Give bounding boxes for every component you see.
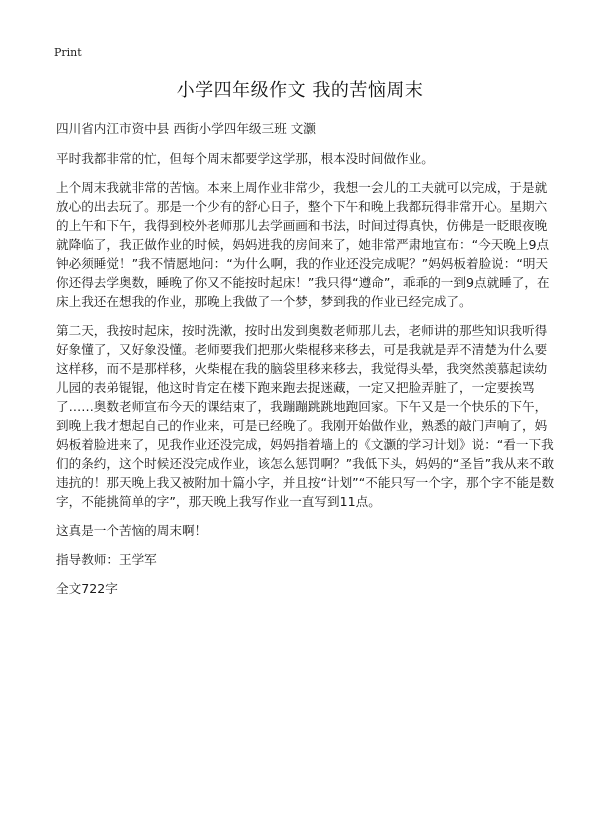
- print-link[interactable]: Print: [54, 46, 82, 59]
- article-byline: 四川省内江市资中县 西街小学四年级三班 文灏: [56, 121, 316, 136]
- paragraph-saturday: 上个周末我就非常的苦恼。本来上周作业非常少，我想一会儿的工夫就可以完成，于是就放心的出去玩了。那是一个少有的舒心日子，整个下午和晚上我都玩得非常开心。星期六的上午和下午，我得到校外老师那儿去学画画和书法，时间过得真快，仿佛是一眨眼夜晚就降临了，我正做作业的时候，妈妈进我的房间来了，她非常严肃地宣布：“今天晚上9点钟必须睡觉！”我不情愿地问：“为什么啊，我的作业还没完成呢？”妈妈板着脸说：“明天你还得去学奥数，睡晚了你又不能按时起床！”我只得“遵命”，乖乖的一到9点就睡了，在床上我还在想我的作业，那晚上我做了一个梦，梦到我的作业已经完成了。: [56, 180, 550, 309]
- paragraph-sunday: 第二天，我按时起床，按时洗漱，按时出发到奥数老师那儿去，老师讲的那些知识我听得好象懂了，又好象没懂。老师要我们把那火柴棍移来移去，可是我就是弄不清楚为什么要这样移，而不是那样移，火柴棍在我的脑袋里移来移去，我觉得头晕，我突然羡慕起读幼儿园的表弟锟锟，他这时肯定在楼下跑来跑去捉迷藏，一定又把脸弄脏了，一定要挨骂了……奥数老师宣布今天的课结束了，我蹦蹦跳跳地跑回家。下午又是一个快乐的下午，到晚上我才想起自己的作业来，可是已经晚了。我刚开始做作业，熟悉的敲门声响了，妈妈板着脸进来了，见我作业还没完成，妈妈指着墙上的《文灏的学习计划》说：“看一下我们的条约，这个时候还没完成作业，该怎么惩罚啊？”我低下头，妈妈的“圣旨”我从来不敢违抗的！那天晚上我又被附加十篇小字，并且按“计划”“不能只写一个字，那个字不能是数字，不能挑简单的字”，那天晚上我写作业一直写到11点。: [56, 323, 555, 509]
- teacher-credit: 指导教师：王学军: [56, 552, 157, 567]
- word-count: 全文722字: [56, 581, 118, 596]
- paragraph-intro: 平时我都非常的忙，但每个周末都要学这学那，根本没时间做作业。: [56, 151, 434, 166]
- article-title: 小学四年级作文 我的苦恼周末: [176, 80, 424, 101]
- paragraph-conclusion: 这真是一个苦恼的周末啊！: [56, 523, 208, 538]
- article-body: [56, 119, 558, 608]
